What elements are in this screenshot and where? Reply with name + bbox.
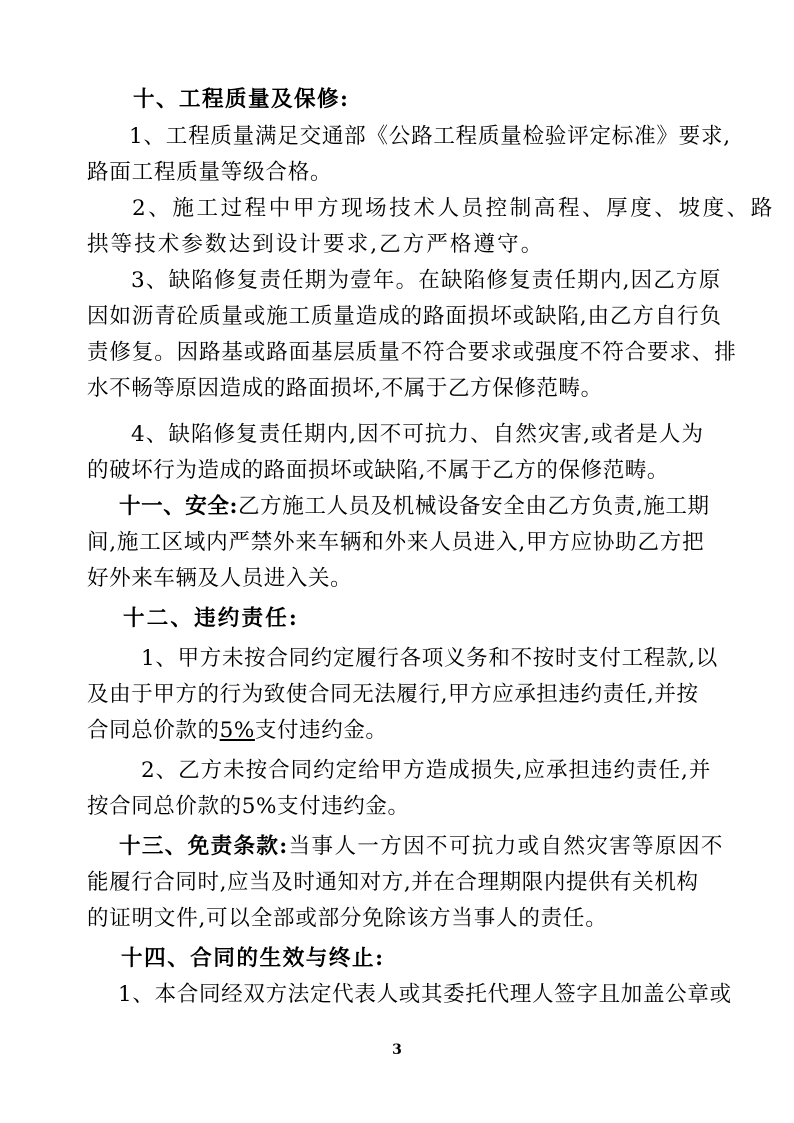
section-12-item-1-line-3-end: 支付违约金。 xyxy=(254,718,388,743)
section-12-item-2-line-1: 2、乙方未按合同约定给甲方造成损失,应承担违约责任,并 xyxy=(141,758,712,783)
section-11-paragraph xyxy=(119,494,710,520)
section-10-item-4-line-2: 的破坏行为造成的路面损坏或缺陷,不属于乙方的保修范畴。 xyxy=(87,458,670,483)
section-12-item-1-line-2: 及由于甲方的行为致使合同无法履行,甲方应承担违约责任,并按 xyxy=(87,682,699,707)
section-11-heading: 十一、安全: xyxy=(119,494,239,519)
section-14-heading: 十四、合同的生效与终止: xyxy=(121,946,385,971)
section-10-heading: 十、工程质量及保修: xyxy=(133,87,350,112)
section-10-item-3-line-2: 因如沥青砼质量或施工质量造成的路面损坏或缺陷,由乙方自行负 xyxy=(87,304,722,329)
section-10-item-3-line-4: 水不畅等原因造成的路面损坏,不属于乙方保修范畴。 xyxy=(87,376,603,401)
section-12-item-1-line-1: 1、甲方未按合同约定履行各项义务和不按时支付工程款,以 xyxy=(141,646,718,671)
section-11-line-1: 乙方施工人员及机械设备安全由乙方负责,施工期 xyxy=(238,494,710,519)
section-11-line-2: 间,施工区域内严禁外来车辆和外来人员进入,甲方应协助乙方把 xyxy=(87,530,705,555)
section-14-item-1-line-1: 1、本合同经双方法定代表人或其委托代理人签字且加盖公章或 xyxy=(118,982,732,1007)
section-10-item-2-line-1: 2、施工过程中甲方现场技术人员控制高程、厚度、坡度、路 xyxy=(132,196,775,221)
section-10-item-2-line-2: 拱等技术参数达到设计要求,乙方严格遵守。 xyxy=(87,232,545,257)
section-10-item-3-line-1: 3、缺陷修复责任期为壹年。在缺陷修复责任期内,因乙方原 xyxy=(131,268,722,293)
section-11-line-3: 好外来车辆及人员进入关。 xyxy=(87,566,353,591)
section-10-item-4-line-1: 4、缺陷修复责任期内,因不可抗力、自然灾害,或者是人为 xyxy=(131,422,705,447)
section-12-heading: 十二、违约责任: xyxy=(123,606,300,631)
section-13-line-1: 当事人一方因不可抗力或自然灾害等原因不 xyxy=(288,834,724,859)
section-10-item-1-line-2: 路面工程质量等级合格。 xyxy=(87,160,333,185)
section-12-item-1-line-3-start: 合同总价款的 xyxy=(87,718,220,743)
page-number: 3 xyxy=(392,1042,402,1058)
section-13-line-3: 的证明文件,可以全部或部分免除该方当事人的责任。 xyxy=(87,906,608,931)
section-13-heading: 十三、免责条款: xyxy=(119,834,289,859)
section-10-item-3-line-3: 责修复。因路基或路面基层质量不符合要求或强度不符合要求、排 xyxy=(87,340,737,365)
section-13-paragraph xyxy=(119,834,724,860)
section-13-line-2: 能履行合同时,应当及时通知对方,并在合理期限内提供有关机构 xyxy=(87,870,699,895)
section-10-item-1-line-1: 1、工程质量满足交通部《公路工程质量检验评定标准》要求, xyxy=(129,124,731,149)
section-12-item-1-line-3 xyxy=(87,718,388,744)
section-12-item-2-line-2: 按合同总价款的5%支付违约金。 xyxy=(87,794,410,819)
penalty-percentage: 5% xyxy=(219,718,255,743)
